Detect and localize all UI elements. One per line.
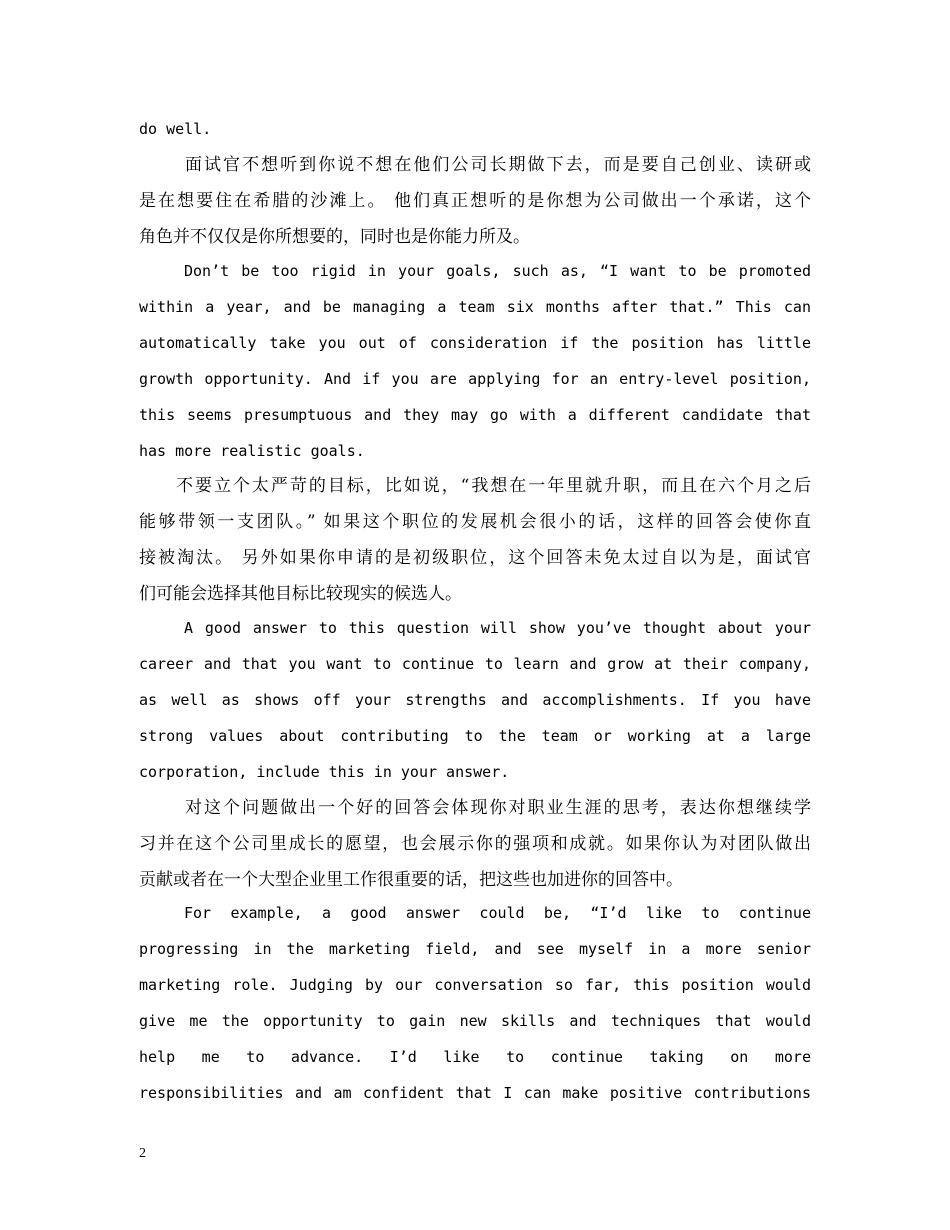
text-line: do well. bbox=[139, 120, 212, 138]
text-line: this seems presumptuous and they may go with a different candidate that bbox=[139, 406, 811, 424]
text-line: within a year, and be managing a team six months after that.” This can bbox=[139, 298, 811, 316]
text-line: give me the opportunity to gain new skills and techniques that would bbox=[139, 1012, 811, 1030]
text-line: marketing role. Judging by our conversation so far, this position would bbox=[139, 976, 811, 994]
text-line: 们可能会选择其他目标比较现实的候选人。 bbox=[139, 584, 462, 604]
text-line: 角色并不仅仅是你所想要的，同时也是你能力所及。 bbox=[139, 227, 530, 247]
text-line: career and that you want to continue to learn and grow at their company, bbox=[139, 655, 811, 673]
text-line: help me to advance. I’d like to continue taking on more bbox=[139, 1048, 811, 1066]
text-line: A good answer to this question will show you’ve thought about your bbox=[184, 619, 811, 637]
text-line: automatically take you out of consideration if the position has little bbox=[139, 334, 811, 352]
text-line: strong values about contributing to the team or working at a large bbox=[139, 727, 811, 745]
page-number: 2 bbox=[139, 1146, 146, 1161]
text-line: 接被淘汰。 另外如果你申请的是初级职位，这个回答未免太过自以为是，面试官 bbox=[139, 548, 811, 568]
text-line: as well as shows off your strengths and accomplishments. If you have bbox=[139, 691, 811, 709]
text-line: responsibilities and am confident that I can make positive contributions bbox=[139, 1084, 811, 1102]
text-line: 面试官不想听到你说不想在他们公司长期做下去，而是要自己创业、读研或 bbox=[185, 155, 811, 175]
text-line: growth opportunity. And if you are applying for an entry-level position, bbox=[139, 370, 811, 388]
text-line: 是在想要住在希腊的沙滩上。 他们真正想听的是你想为公司做出一个承诺，这个 bbox=[139, 191, 811, 211]
text-line: For example, a good answer could be, “I’d like to continue bbox=[184, 904, 811, 922]
text-line: 能够带领一支团队。” 如果这个职位的发展机会很小的话，这样的回答会使你直 bbox=[139, 512, 811, 532]
text-line: 不要立个太严苛的目标，比如说，“我想在一年里就升职，而且在六个月之后 bbox=[176, 476, 811, 496]
text-line: corporation, include this in your answer. bbox=[139, 763, 510, 781]
text-line: has more realistic goals. bbox=[139, 442, 365, 460]
text-line: Don’t be too rigid in your goals, such as, “I want to be promoted bbox=[184, 262, 811, 280]
text-line: 贡献或者在一个大型企业里工作很重要的话，把这些也加进你的回答中。 bbox=[139, 870, 683, 890]
text-line: 习并在这个公司里成长的愿望，也会展示你的强项和成就。如果你认为对团队做出 bbox=[139, 834, 811, 854]
text-line: 对这个问题做出一个好的回答会体现你对职业生涯的思考，表达你想继续学 bbox=[185, 798, 811, 818]
text-line: progressing in the marketing field, and see myself in a more senior bbox=[139, 940, 811, 958]
